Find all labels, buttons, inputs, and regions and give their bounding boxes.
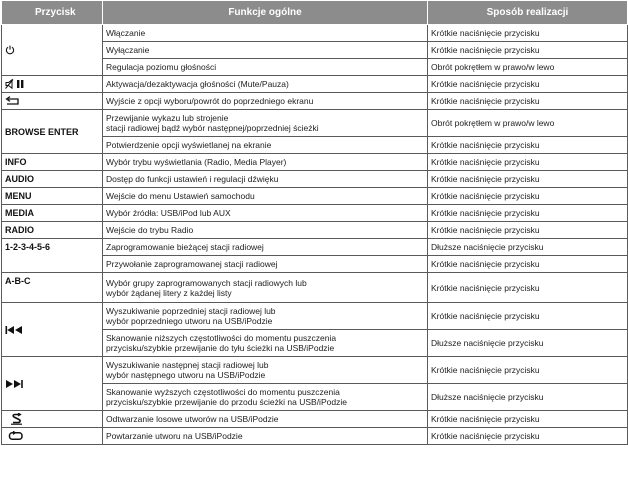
action-cell: Krótkie naciśnięcie przycisku — [428, 357, 628, 384]
table-row — [2, 205, 628, 222]
key-cell — [2, 93, 103, 110]
action-cell: Krótkie naciśnięcie przycisku — [428, 76, 628, 93]
function-line: Wyszukiwanie poprzedniej stacji radiowej lub — [106, 306, 276, 316]
function-cell: Wejście do menu Ustawień samochodu — [103, 188, 428, 205]
function-line: Przewijanie wykazu lub strojenie — [106, 113, 229, 123]
table-row — [2, 76, 628, 93]
function-cell: Odtwarzanie losowe utworów na USB/iPodzie — [103, 411, 428, 428]
function-cell — [103, 330, 428, 357]
controls-table — [1, 0, 628, 445]
key-cell: MENU — [2, 188, 103, 205]
table-row — [2, 428, 628, 445]
action-cell: Obrót pokrętłem w prawo/w lewo — [428, 59, 628, 76]
key-cell — [2, 25, 103, 76]
key-cell: BROWSE ENTER — [2, 110, 103, 154]
key-cell — [2, 303, 103, 357]
function-line: wybór następnego utworu na USB/iPodzie — [106, 370, 266, 380]
function-cell — [103, 357, 428, 384]
key-cell: INFO — [2, 154, 103, 171]
next-track-icon — [5, 379, 99, 389]
key-cell: MEDIA — [2, 205, 103, 222]
table-row — [2, 357, 628, 384]
table-row — [2, 93, 628, 110]
shuffle-icon — [5, 413, 99, 425]
key-cell — [2, 76, 103, 93]
action-cell: Dłuższe naciśnięcie przycisku — [428, 239, 628, 256]
function-line: przycisku/szybkie przewijanie do przodu ścieżki na USB/iPodzie — [106, 397, 347, 407]
action-cell: Dłuższe naciśnięcie przycisku — [428, 330, 628, 357]
function-line: wybór żądanej litery z każdej listy — [106, 287, 232, 298]
action-cell: Krótkie naciśnięcie przycisku — [428, 137, 628, 154]
mute-pause-icon — [5, 79, 99, 89]
key-cell: A-B-C — [2, 273, 103, 303]
table-row — [2, 110, 628, 137]
action-cell: Krótkie naciśnięcie przycisku — [428, 188, 628, 205]
function-cell: Wybór trybu wyświetlania (Radio, Media Player) — [103, 154, 428, 171]
function-cell: Dostęp do funkcji ustawień i regulacji dźwięku — [103, 171, 428, 188]
key-cell — [2, 428, 103, 445]
action-cell: Krótkie naciśnięcie przycisku — [428, 154, 628, 171]
key-cell: RADIO — [2, 222, 103, 239]
function-cell: Aktywacja/dezaktywacja głośności (Mute/Pauza) — [103, 76, 428, 93]
function-line: wybór poprzedniego utworu na USB/iPodzie — [106, 316, 273, 326]
function-line: przycisku/szybkie przewijanie do tyłu ścieżki na USB/iPodzie — [106, 343, 335, 353]
action-cell: Krótkie naciśnięcie przycisku — [428, 428, 628, 445]
action-cell: Krótkie naciśnięcie przycisku — [428, 93, 628, 110]
function-cell — [103, 110, 428, 137]
table-header-row — [2, 1, 628, 25]
key-cell: AUDIO — [2, 171, 103, 188]
function-cell: Włączanie — [103, 25, 428, 42]
action-cell: Krótkie naciśnięcie przycisku — [428, 42, 628, 59]
key-cell — [2, 411, 103, 428]
function-line: Wyszukiwanie następnej stacji radiowej lub — [106, 360, 269, 370]
prev-track-icon — [5, 325, 99, 335]
function-line: Skanowanie niższych częstotliwości do momentu puszczenia — [106, 333, 337, 343]
function-cell: Powtarzanie utworu na USB/iPodzie — [103, 428, 428, 445]
table-row — [2, 411, 628, 428]
header-funkcje: Funkcje ogólne — [103, 1, 428, 25]
table-row — [2, 25, 628, 42]
table-row — [2, 154, 628, 171]
back-arrow-icon — [5, 96, 99, 106]
action-cell: Krótkie naciśnięcie przycisku — [428, 171, 628, 188]
action-cell: Dłuższe naciśnięcie przycisku — [428, 384, 628, 411]
function-cell: Regulacja poziomu głośności — [103, 59, 428, 76]
header-przycisk: Przycisk — [2, 1, 103, 25]
action-cell: Krótkie naciśnięcie przycisku — [428, 256, 628, 273]
action-cell: Krótkie naciśnięcie przycisku — [428, 25, 628, 42]
header-sposob: Sposób realizacji — [428, 1, 628, 25]
function-cell: Potwierdzenie opcji wyświetlanej na ekranie — [103, 137, 428, 154]
table-row — [2, 188, 628, 205]
action-cell: Krótkie naciśnięcie przycisku — [428, 303, 628, 330]
function-cell: Wyjście z opcji wyboru/powrót do poprzedniego ekranu — [103, 93, 428, 110]
table-row — [2, 303, 628, 330]
key-cell — [2, 357, 103, 411]
repeat-icon — [5, 431, 99, 441]
function-line: Wybór grupy zaprogramowanych stacji radiowych lub — [106, 277, 307, 288]
action-cell: Krótkie naciśnięcie przycisku — [428, 222, 628, 239]
table-row — [2, 273, 628, 303]
function-cell: Przywołanie zaprogramowanej stacji radiowej — [103, 256, 428, 273]
function-cell: Wybór źródła: USB/iPod lub AUX — [103, 205, 428, 222]
table-row — [2, 239, 628, 256]
key-cell: 1-2-3-4-5-6 — [2, 239, 103, 273]
function-line: stacji radiowej bądź wybór następnej/poprzedniej ścieżki — [106, 123, 319, 133]
action-cell: Obrót pokrętłem w prawo/w lewo — [428, 110, 628, 137]
function-cell: Wejście do trybu Radio — [103, 222, 428, 239]
power-icon — [5, 45, 99, 55]
function-cell — [103, 384, 428, 411]
table-row — [2, 222, 628, 239]
function-line: Skanowanie wyższych częstotliwości do momentu puszczenia — [106, 387, 340, 397]
action-cell: Krótkie naciśnięcie przycisku — [428, 411, 628, 428]
action-cell: Krótkie naciśnięcie przycisku — [428, 205, 628, 222]
function-cell: Zaprogramowanie bieżącej stacji radiowej — [103, 239, 428, 256]
function-cell — [103, 273, 428, 303]
function-cell: Wyłączanie — [103, 42, 428, 59]
function-cell — [103, 303, 428, 330]
action-cell: Krótkie naciśnięcie przycisku — [428, 273, 628, 303]
table-row — [2, 171, 628, 188]
